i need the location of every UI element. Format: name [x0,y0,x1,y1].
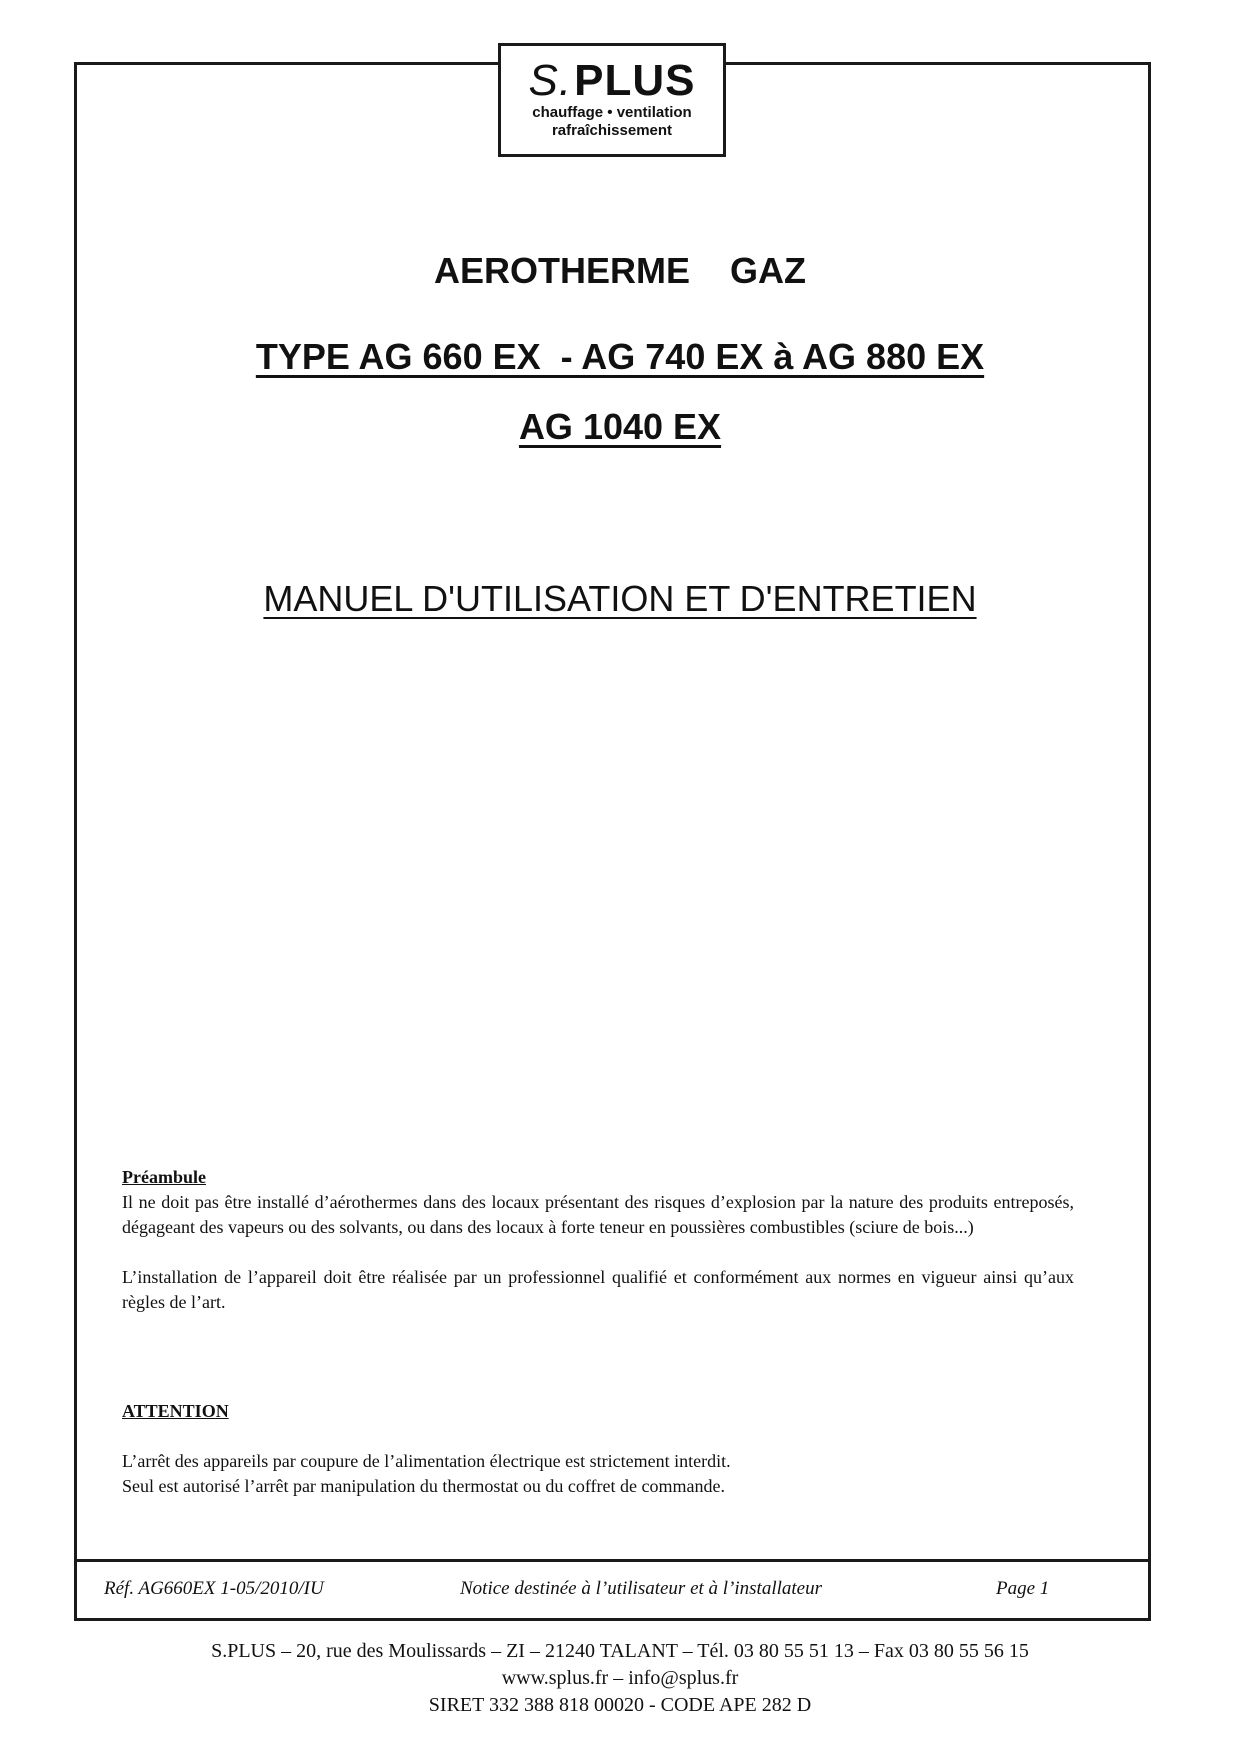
company-logo [498,43,726,157]
type-line-2: AG 1040 EX [518,406,722,447]
logo-prefix: S. [528,56,573,105]
footer-divider [74,1559,1151,1562]
logo-tagline-1: chauffage • ventilation [532,104,692,121]
attention-line-1: L’arrêt des appareils par coupure de l’alimentation électrique est strictement interdit. [122,1451,731,1471]
address-line-2: www.splus.fr – info@splus.fr [501,1667,739,1689]
page-number: Page 1 [996,1578,1050,1599]
logo-brand: PLUS [574,56,696,105]
attention-heading: ATTENTION [122,1401,229,1421]
page-frame [74,62,1151,1621]
attention-line-2: Seul est autorisé l’arrêt par manipulation du thermostat ou du coffret de commande. [122,1476,725,1496]
manual-title: MANUEL D'UTILISATION ET D'ENTRETIEN [263,578,977,619]
address-line-3: SIRET 332 388 818 00020 - CODE APE 282 D [428,1694,812,1716]
preambule-heading: Préambule [122,1167,206,1187]
document-reference: Réf. AG660EX 1-05/2010/IU [104,1578,324,1599]
preambule-section [122,1165,1074,1315]
address-line-1: S.PLUS – 20, rue des Moulissards – ZI – 21240 TALANT – Tél. 03 80 55 51 13 – Fax 03 80 55 56 15 [211,1640,1029,1662]
preambule-paragraph-2: L’installation de l’appareil doit être réalisée par un professionnel qualifié et conformément aux normes en vigueur ainsi qu’aux règles de l’art. [122,1267,1074,1312]
logo-wordmark [529,58,696,104]
preambule-paragraph-1: Il ne doit pas être installé d’aérothermes dans des locaux présentant des risques d’explosion par la nature des produits entreposés, dégageant des vapeurs ou des solvants, ou dans des locaux à forte teneur en poussières combustibles (sciure de bois...) [122,1192,1074,1237]
logo-tagline-2: rafraîchissement [551,122,673,139]
type-line-1: TYPE AG 660 EX - AG 740 EX à AG 880 EX [255,336,985,377]
attention-section [122,1399,1074,1499]
document-notice: Notice destinée à l’utilisateur et à l’installateur [460,1578,823,1599]
document-title: AEROTHERME GAZ [434,250,806,291]
